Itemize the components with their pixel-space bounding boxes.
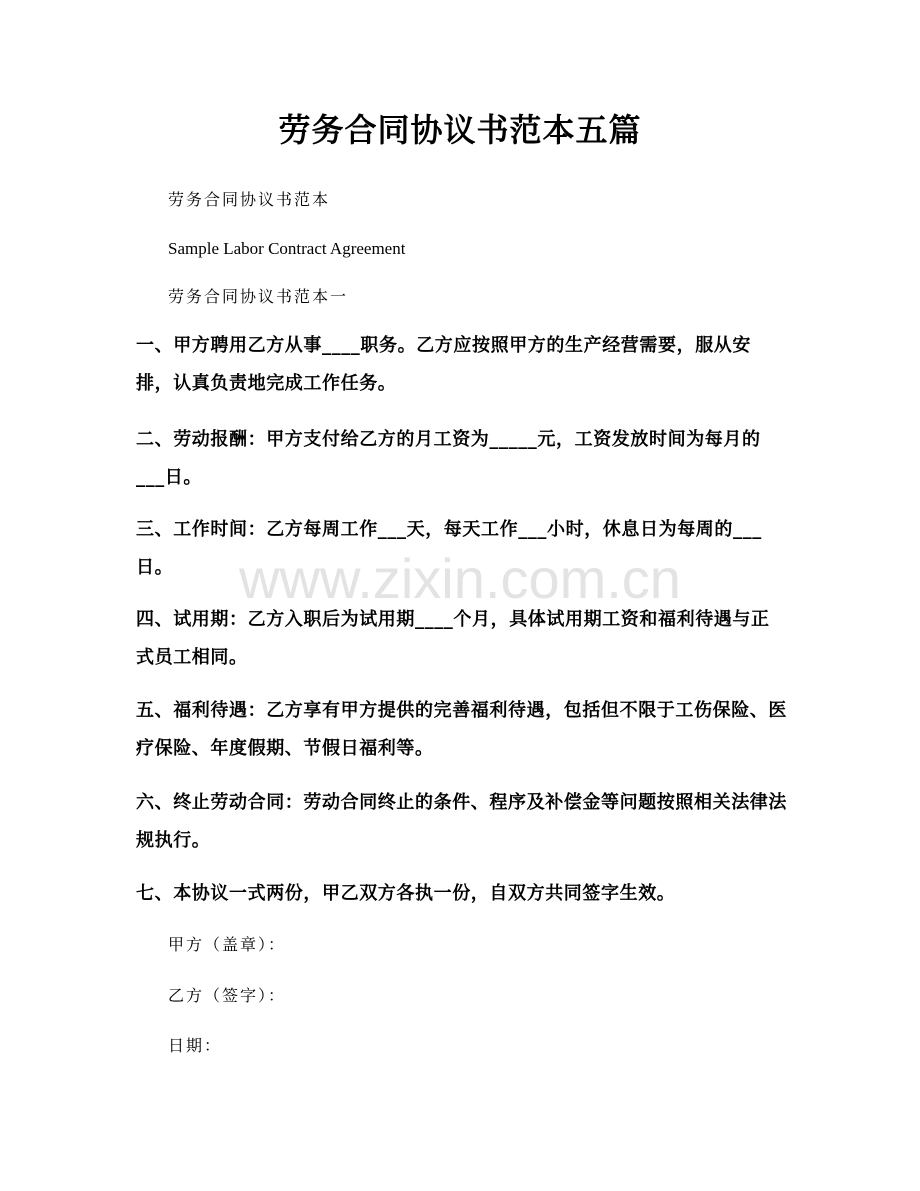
party-a-seal-label: 甲方（盖章）： bbox=[168, 935, 287, 954]
subtitle-chinese: 劳务合同协议书范本 bbox=[168, 190, 331, 209]
subtitle-english: Sample Labor Contract Agreement bbox=[168, 239, 406, 258]
date-label: 日期： bbox=[168, 1036, 223, 1055]
clause-6: 六、终止劳动合同：劳动合同终止的条件、程序及补偿金等问题按照相关法律法规执行。 bbox=[136, 792, 787, 851]
clause-7: 七、本协议一式两份，甲乙双方各执一份，自双方共同签字生效。 bbox=[136, 883, 676, 904]
document-title: 劳务合同协议书范本五篇 bbox=[278, 111, 642, 149]
clause-5: 五、福利待遇：乙方享有甲方提供的完善福利待遇，包括但不限于工伤保险、医疗保险、年度假期、节假日福利等。 bbox=[136, 700, 787, 759]
clause-4: 四、试用期：乙方入职后为试用期____个月，具体试用期工资和福利待遇与正式员工相同。 bbox=[136, 609, 770, 668]
clause-1: 一、甲方聘用乙方从事____职务。乙方应按照甲方的生产经营需要，服从安排，认真负责地完成工作任务。 bbox=[136, 335, 751, 394]
watermark: www.zixin.com.cn bbox=[239, 547, 681, 610]
section-heading: 劳务合同协议书范本一 bbox=[168, 287, 349, 306]
party-b-signature-label: 乙方（签字）： bbox=[168, 986, 287, 1005]
clause-2: 二、劳动报酬：甲方支付给乙方的月工资为_____元，工资发放时间为每月的___日。 bbox=[136, 429, 761, 488]
clause-3: 三、工作时间：乙方每周工作___天，每天工作___小时，休息日为每周的___日。 bbox=[136, 519, 762, 578]
